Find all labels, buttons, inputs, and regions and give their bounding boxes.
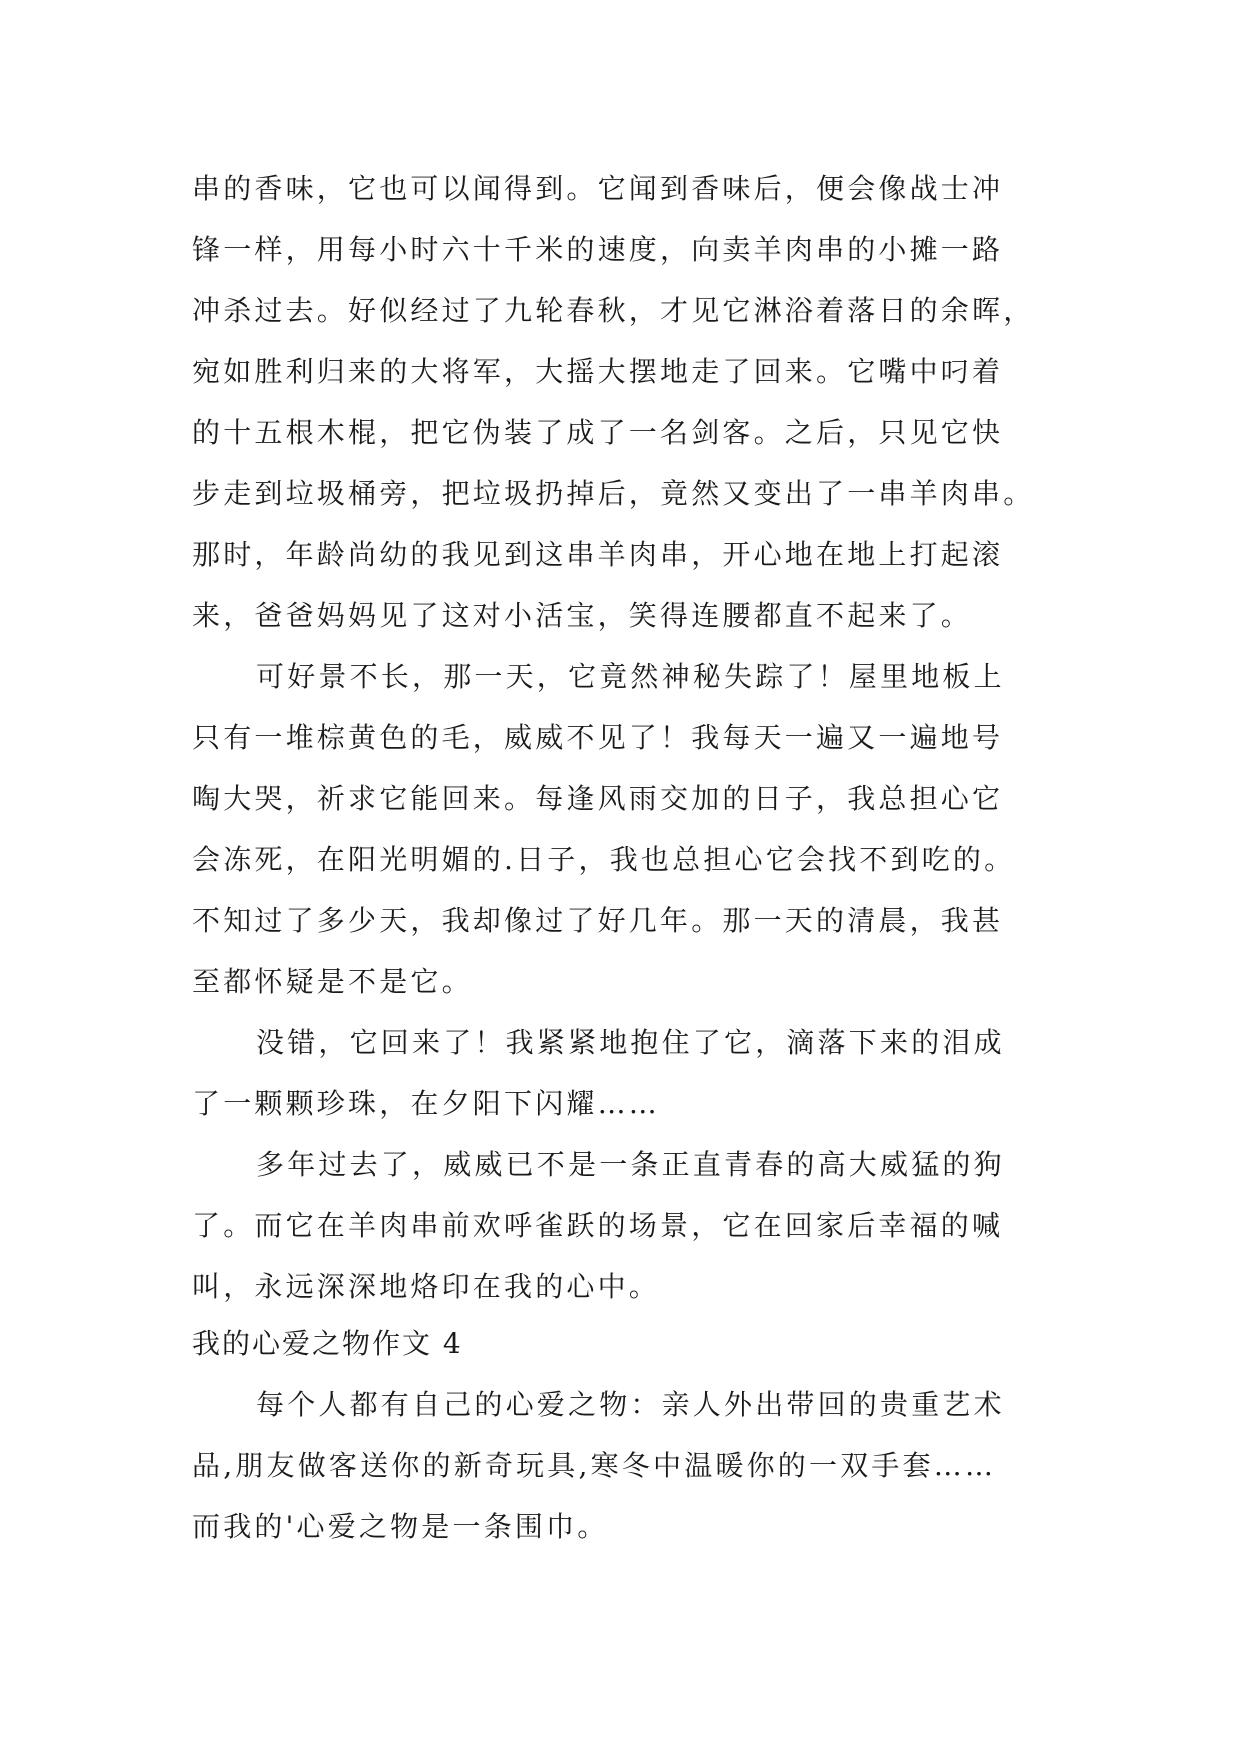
text-line: 来，爸爸妈妈见了这对小活宝，笑得连腰都直不起来了。	[192, 599, 973, 632]
text-line: 不知过了多少天，我却像过了好几年。那一天的清晨，我甚	[192, 904, 1004, 937]
text-line: 冲杀过去。好似经过了九轮春秋，才见它淋浴着落日的余晖，	[192, 294, 1035, 327]
text-line: 叫，永远深深地烙印在我的心中。	[192, 1270, 661, 1303]
text-line: 啕大哭，祈求它能回来。每逢风雨交加的日子，我总担心它	[192, 782, 1004, 815]
text-line: 了。而它在羊肉串前欢呼雀跃的场景，它在回家后幸福的喊	[192, 1209, 1004, 1242]
paragraph-start-line: 每个人都有自己的心爱之物：亲人外出带回的贵重艺术	[256, 1388, 1005, 1421]
text-line: 只有一堆棕黄色的毛，威威不见了！我每天一遍又一遍地号	[192, 721, 1004, 754]
paragraph-start-line: 多年过去了，威威已不是一条正直青春的高大威猛的狗	[256, 1148, 1005, 1181]
essay-heading: 我的心爱之物作文 4	[192, 1327, 463, 1360]
essay-body-text	[192, 1374, 1052, 1557]
text-line: 锋一样，用每小时六十千米的速度，向卖羊肉串的小摊一路	[192, 233, 1004, 266]
text-line: 步走到垃圾桶旁，把垃圾扔掉后，竟然又变出了一串羊肉串。	[192, 477, 1035, 510]
paragraph-start-line: 没错，它回来了！我紧紧地抱住了它，滴落下来的泪成	[256, 1026, 1005, 1059]
paragraph-start-line: 可好景不长，那一天，它竟然神秘失踪了！屋里地板上	[256, 660, 1005, 693]
text-line: 那时，年龄尚幼的我见到这串羊肉串，开心地在地上打起滚	[192, 538, 1004, 571]
text-line: 而我的'心爱之物是一条围巾。	[192, 1510, 609, 1543]
text-line: 的十五根木棍，把它伪装了成了一名剑客。之后，只见它快	[192, 416, 1004, 449]
essay-body-text	[192, 158, 1052, 1317]
text-line: 串的香味，它也可以闻得到。它闻到香味后，便会像战士冲	[192, 172, 1004, 205]
text-line: 品,朋友做客送你的新奇玩具,寒冬中温暖你的一双手套……	[192, 1449, 997, 1482]
text-line: 了一颗颗珍珠，在夕阳下闪耀……	[192, 1087, 661, 1120]
text-line: 至都怀疑是不是它。	[192, 965, 473, 998]
text-line: 会冻死，在阳光明媚的.日子，我也总担心它会找不到吃的。	[192, 843, 1016, 876]
text-line: 宛如胜利归来的大将军，大摇大摆地走了回来。它嘴中叼着	[192, 355, 1004, 388]
